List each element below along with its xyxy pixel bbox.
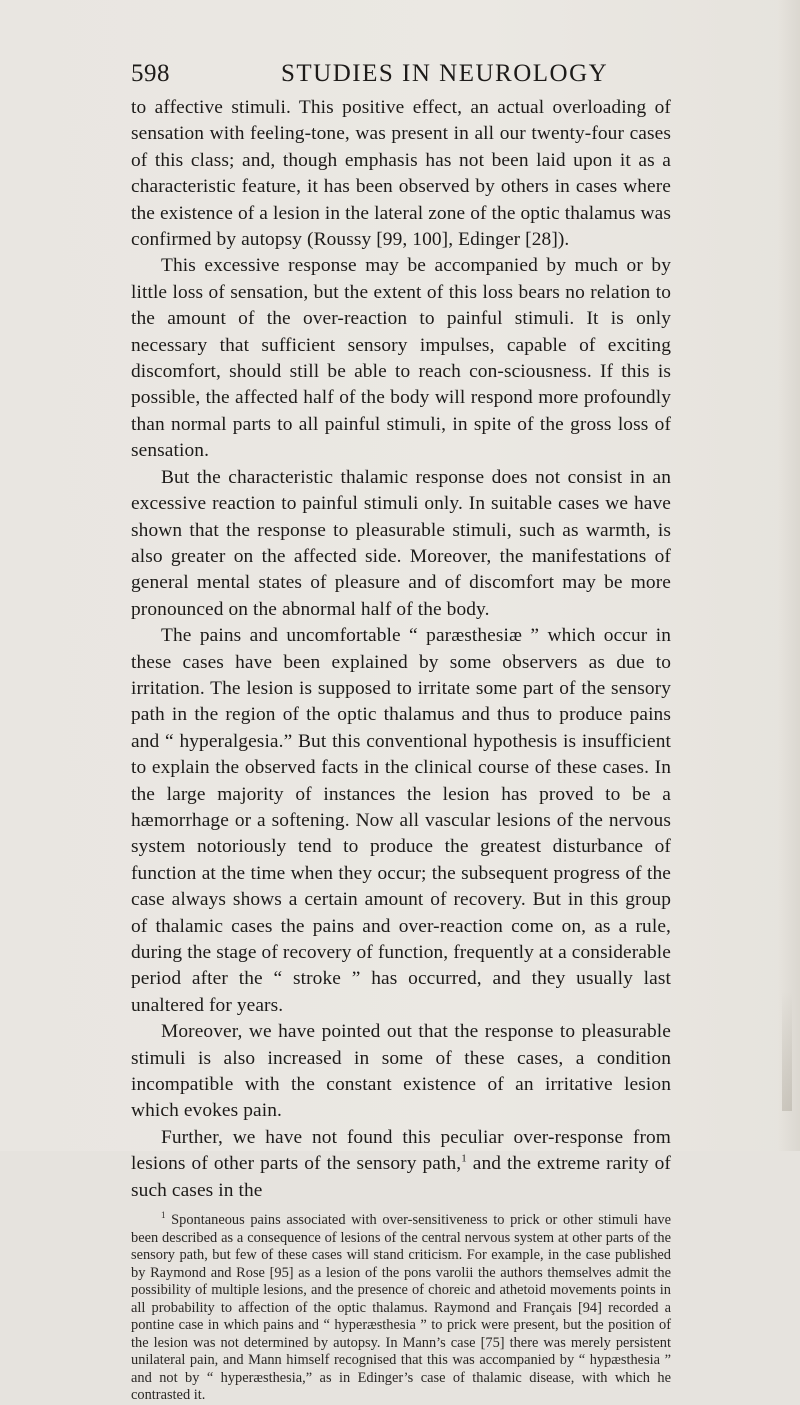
page-header <box>131 60 671 92</box>
paragraph: But the characteristic thalamic response does not consist in an excessive reaction to painful stimuli only. In suitable cases we have shown that the response to pleasurable stimuli, such as warmth, is also greater on the affected side. Moreover, the manifestations of general mental states of pleasure and of discomfort may be more pronounced on the abnormal half of the body. <box>131 466 671 620</box>
footnote-text: Spontaneous pains associated with over-sensitiveness to prick or other stimuli have been described as a consequence of lesions of the central nervous system at other parts of the sensory path, but few of these cases will stand criticism. For example, in the case published by Raymond and Rose [95] as a lesion of the pons varolii the authors themselves admit the possibility of multiple lesions, and the presence of choreic and athetoid movements points in all probability to affection of the optic thalamus. Raymond and Français [94] recorded a pontine case in which pains and “ hyperæsthesia ” to prick were present, but the position of the lesion was not determined by autopsy. In Mann’s case [75] there was merely persistent unilateral pain, and Mann himself recognised that this was accompanied by “ hypæsthesia ” and not by “ hyperæsthesia,” as in Edinger’s case of thalamic disease, with which he contrasted it. <box>131 1212 671 1404</box>
body-text <box>131 95 671 1405</box>
paragraph-last <box>131 1125 671 1204</box>
running-head: STUDIES IN NEUROLOGY <box>281 60 609 87</box>
page-number: 598 <box>131 60 170 87</box>
paragraph: The pains and uncomfortable “ paræsthesiæ ” which occur in these cases have been explained by some observers as due to irritation. The lesion is supposed to irritate some part of the sensory path in the region of the optic thalamus and thus to produce pains and “ hyperalgesia.” But this conventional hypothesis is insufficient to explain the observed facts in the clinical course of these cases. In the large majority of instances the lesion has proved to be a hæmorrhage or a softening. Now all vascular lesions of the nervous system notoriously tend to produce the greatest disturbance of function at the time when they occur; the subsequent progress of the case always shows a certain amount of recovery. But in this group of thalamic cases the pains and over-reaction come on, as a rule, during the stage of recovery of function, frequently at a considerable period after the “ stroke ” has occurred, and they usually last unaltered for years. <box>131 625 671 1016</box>
page-edge-stain <box>782 991 792 1111</box>
paragraph: to affective stimuli. This positive effect, an actual overloading of sensation with feeling-tone, was present in all our twenty-four cases of this class; and, though emphasis has not been laid upon it as a characteristic feature, it has been observed by others in cases where the existence of a lesion in the lateral zone of the optic thalamus was confirmed by autopsy (Roussy [99, 100], Edinger [28]). <box>131 97 671 251</box>
footnote-reference: 1 <box>461 1152 467 1165</box>
paragraph-text: Further, we have not found this peculiar over-response from lesions of other parts of the sensory path, <box>131 1126 671 1175</box>
paragraph: Moreover, we have pointed out that the response to pleasurable stimuli is also increased in some of these cases, a condition incompatible with the constant existence of an irritative lesion which evokes pain. <box>131 1021 671 1122</box>
paragraph: This excessive response may be accompanied by much or by little loss of sensation, but the extent of this loss bears no relation to the amount of the over-reaction to painful stimuli. It is only necessary that sufficient sensory impulses, capable of exciting discomfort, should still be able to reach con-sciousness. If this is possible, the affected half of the body will respond more profoundly than normal parts to all painful stimuli, in spite of the gross loss of sensation. <box>131 255 671 462</box>
page-edge-shadow <box>778 0 800 1151</box>
footnote <box>131 1212 671 1405</box>
paragraph-tail: and the extreme rarity of such cases in the <box>131 1153 671 1201</box>
footnote-marker: 1 <box>161 1210 166 1221</box>
